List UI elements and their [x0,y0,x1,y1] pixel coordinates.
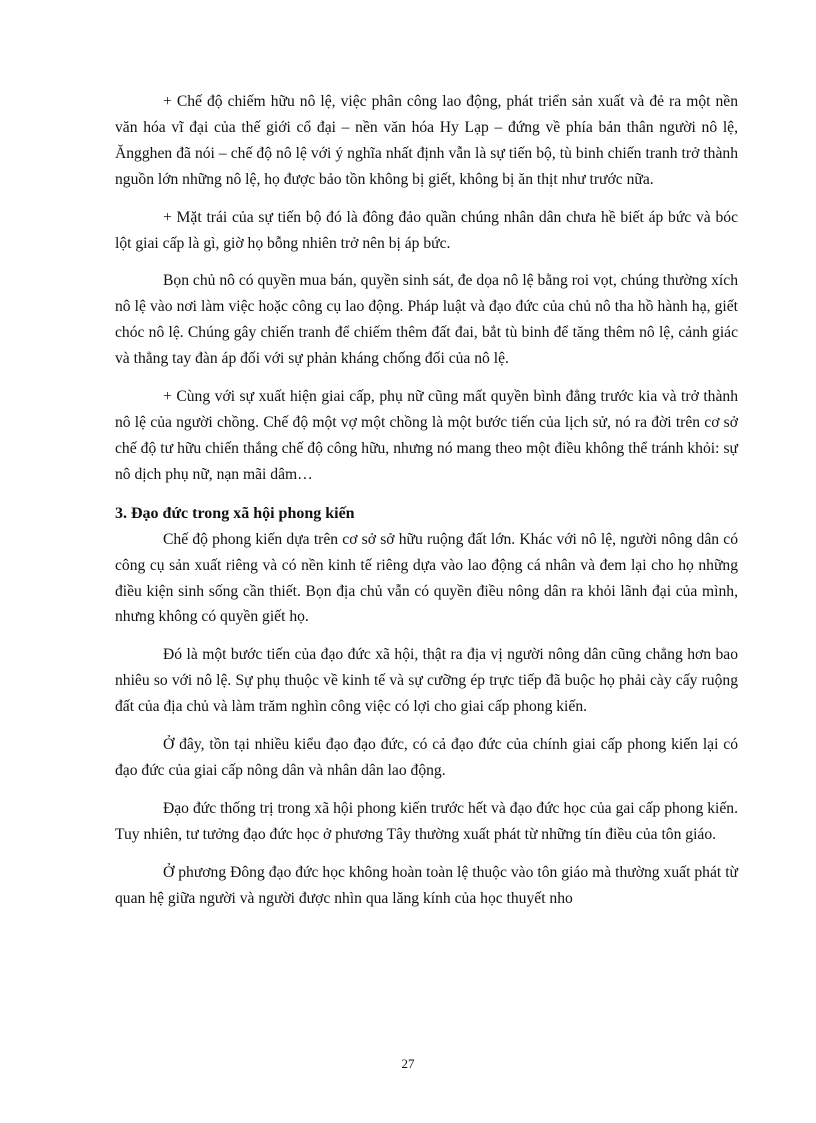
paragraph-feudal-system: Chế độ phong kiến dựa trên cơ sở sở hữu ruộng đất lớn. Khác với nô lệ, người nông dân có công cụ sản xuất riêng và có nền kinh tế riêng dựa vào lao động cá nhân và đem lại cho họ những điều kiện sinh sống cần thiết. Bọn địa chủ vẫn có quyền điều nông dân ra khỏi lãnh đại của mình, nhưng không có quyền giết họ. [115,530,738,626]
page-body [115,89,738,923]
paragraph-slave-owners: Bọn chủ nô có quyền mua bán, quyền sinh sát, đe dọa nô lệ bằng roi vọt, chúng thường xích nô lệ vào nơi làm việc hoặc công cụ lao động. Pháp luật và đạo đức của chủ nô tha hồ hành hạ, giết chóc nô lệ. Chúng gây chiến tranh để chiếm thêm đất đai, bắt tù binh để tăng thêm nô lệ, cảnh giác và thẳng tay đàn áp đối với sự phản kháng chống đối của nô lệ. [115,272,738,368]
page-number: 27 [401,1056,415,1071]
section-heading: 3. Đạo đức trong xã hội phong kiến [115,504,355,522]
paragraph-moral-progress: Đó là một bước tiến của đạo đức xã hội, thật ra địa vị người nông dân cũng chẳng hơn bao nhiêu so với nô lệ. Sự phụ thuộc về kinh tế và sự cưỡng ép trực tiếp đã buộc họ phải cày cấy ruộng đất của địa chủ và làm trăm nghìn công việc có lợi cho giai cấp phong kiến. [115,646,738,716]
paragraph-women-equality: + Cùng với sự xuất hiện giai cấp, phụ nữ cũng mất quyền bình đẳng trước kia và trở thành nô lệ của người chồng. Chế độ một vợ một chồng là một bước tiến của lịch sử, nó ra đời trên cơ sở chế độ tư hữu chiến thắng chế độ công hữu, nhưng nó mang theo một điều không thể tránh khỏi: sự nô dịch phụ nữ, nạn mãi dâm… [115,388,738,483]
paragraph-moral-types: Ở đây, tồn tại nhiều kiểu đạo đạo đức, có cả đạo đức của chính giai cấp phong kiến lại có đạo đức của giai cấp nông dân và nhân dân lao động. [115,736,738,779]
paragraph-slavery-progress: + Chế độ chiếm hữu nô lệ, việc phân công lao động, phát triển sản xuất và đẻ ra một nền văn hóa vĩ đại của thế giới cổ đại – nền văn hóa Hy Lạp – đứng về phía bản thân người nô lệ, Ăngghen đã nói – chế độ nô lệ với ý nghĩa nhất định vẫn là sự tiến bộ, tù binh chiến tranh trở thành nguồn lớn những nô lệ, họ được bảo tồn không bị giết, không bị ăn thịt như trước nữa. [115,93,738,188]
paragraph-downside-of-progress: + Mặt trái của sự tiến bộ đó là đông đảo quần chúng nhân dân chưa hề biết áp bức và bóc lột giai cấp là gì, giờ họ bỗng nhiên trở nên bị áp bức. [115,208,738,252]
paragraph-dominant-morality: Đạo đức thống trị trong xã hội phong kiến trước hết và đạo đức học của gai cấp phong kiến. Tuy nhiên, tư tưởng đạo đức học ở phương Tây thường xuất phát từ những tín điều của tôn giáo. [115,799,738,843]
paragraph-eastern-ethics: Ở phương Đông đạo đức học không hoàn toàn lệ thuộc vào tôn giáo mà thường xuất phát từ quan hệ giữa người và người được nhìn qua lăng kính của học thuyết nho [115,863,738,907]
